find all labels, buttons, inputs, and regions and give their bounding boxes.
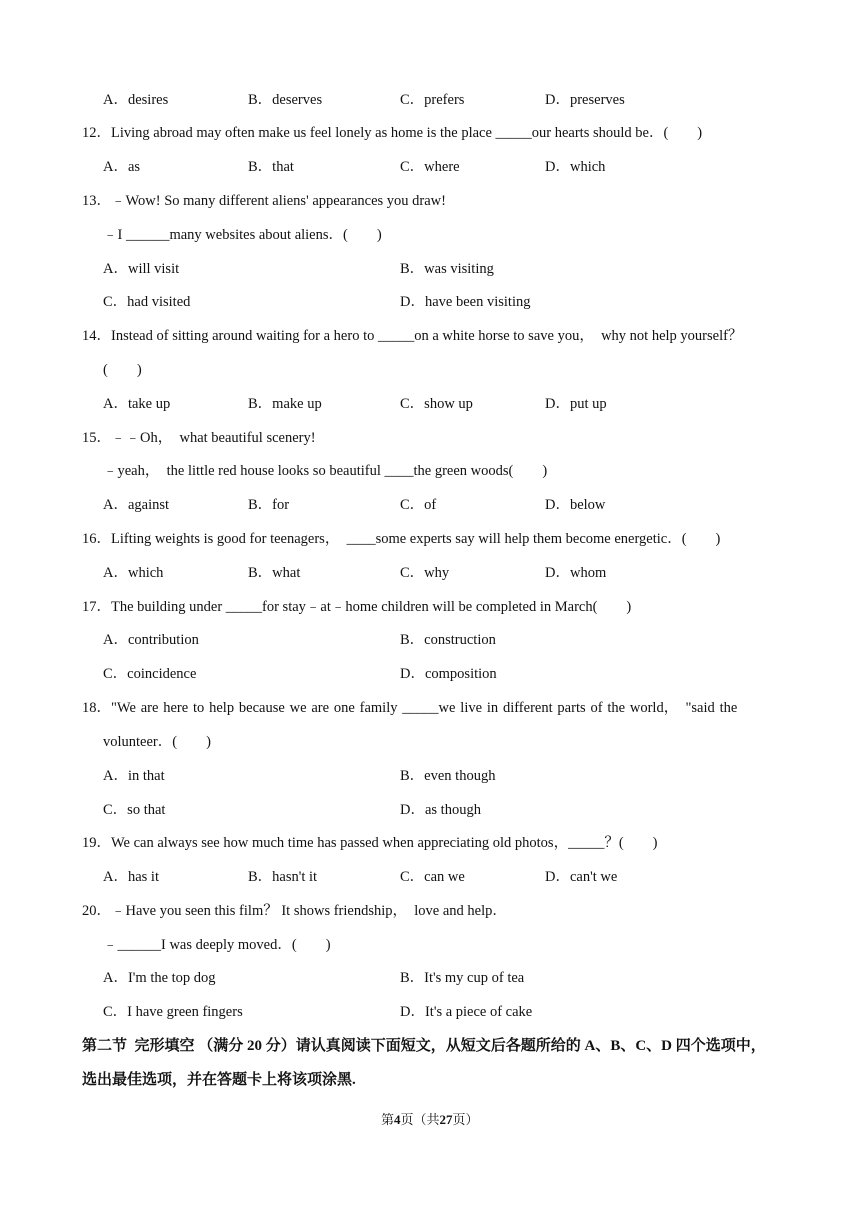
footer-prefix: 第 <box>381 1112 395 1127</box>
q16-option-c: C．why <box>400 565 450 581</box>
q18-option-b: B．even though <box>400 768 496 784</box>
q12-option-b: B．that <box>248 159 294 175</box>
q18-option-d: D．as though <box>400 802 481 818</box>
q14-option-c: C．show up <box>400 396 473 412</box>
q19-option-c: C．can we <box>400 869 465 885</box>
q15-option-a: A．against <box>103 497 170 513</box>
q16-option-a: A．which <box>103 565 164 581</box>
q11-option-b: B．deserves <box>248 92 323 108</box>
q12-option-c: C．where <box>400 159 460 175</box>
q14-stem-line2: ( ) <box>103 362 142 378</box>
q20-option-a: A．I'm the top dog <box>103 970 216 986</box>
q15-stem-line1: 15．﹣﹣Oh， what beautiful scenery! <box>82 430 316 446</box>
q19-option-a: A．has it <box>103 869 159 885</box>
q14-option-b: B．make up <box>248 396 322 412</box>
q12-stem: 12．Living abroad may often make us feel lonely as home is the place _____our hearts should be．( ) <box>82 125 703 141</box>
q16-stem: 16．Lifting weights is good for teenagers， ____some experts say will help them become energetic．( ) <box>82 531 721 547</box>
q11-option-c: C．prefers <box>400 92 465 108</box>
q15-option-d: D．below <box>545 497 606 513</box>
q13-option-a: A．will visit <box>103 261 180 277</box>
q19-option-d: D．can't we <box>545 869 618 885</box>
q16-option-b: B．what <box>248 565 301 581</box>
q13-option-c: C．had visited <box>103 294 191 310</box>
q14-stem-line1: 14．Instead of sitting around waiting for a hero to _____on a white horse to save you， why not help yourself？ <box>82 328 743 344</box>
q13-stem-line1: 13．﹣Wow! So many different aliens' appearances you draw! <box>82 193 446 209</box>
footer-middle: 页（共 <box>400 1112 440 1127</box>
q12-option-d: D．which <box>545 159 606 175</box>
q13-option-d: D．have been visiting <box>400 294 531 310</box>
q13-stem-line2: ﹣I ______many websites about aliens．( ) <box>103 227 382 243</box>
q17-option-c: C．coincidence <box>103 666 197 682</box>
q17-option-b: B．construction <box>400 632 496 648</box>
q17-stem: 17．The building under _____for stay﹣at﹣home children will be completed in March( ) <box>82 599 632 615</box>
q20-stem-line2: ﹣______I was deeply moved．( ) <box>103 937 331 953</box>
q20-option-d: D．It's a piece of cake <box>400 1004 533 1020</box>
q20-stem-line1: 20．﹣Have you seen this film？ It shows friendship， love and help． <box>82 903 507 919</box>
q20-option-c: C．I have green fingers <box>103 1004 243 1020</box>
q11-option-d: D．preserves <box>545 92 625 108</box>
footer-total-pages: 27 <box>439 1112 453 1127</box>
q19-option-b: B．hasn't it <box>248 869 318 885</box>
q17-option-a: A．contribution <box>103 632 199 648</box>
q18-option-a: A．in that <box>103 768 165 784</box>
q18-stem-line1: 18．"We are here to help because we are one family _____we live in different parts of the world， "said the <box>82 700 738 716</box>
page-footer <box>381 1112 479 1128</box>
q18-stem-line2: volunteer．( ) <box>103 734 211 750</box>
q11-option-a: A．desires <box>103 92 169 108</box>
q15-option-c: C．of <box>400 497 437 513</box>
footer-suffix: 页） <box>452 1112 479 1127</box>
footer-page-number: 4 <box>394 1112 401 1127</box>
q13-option-b: B．was visiting <box>400 261 494 277</box>
q16-option-d: D．whom <box>545 565 607 581</box>
q20-option-b: B．It's my cup of tea <box>400 970 525 986</box>
q14-option-a: A．take up <box>103 396 171 412</box>
section-heading-line2: 选出最佳选项，并在答题卡上将该项涂黑. <box>82 1072 356 1088</box>
q17-option-d: D．composition <box>400 666 497 682</box>
section-heading-line1: 第二节 完形填空 （满分 20 分）请认真阅读下面短文，从短文后各题所给的 A、B、C、D 四个选项中， <box>82 1038 766 1054</box>
q18-option-c: C．so that <box>103 802 166 818</box>
q14-option-d: D．put up <box>545 396 607 412</box>
q15-option-b: B．for <box>248 497 290 513</box>
q15-stem-line2: ﹣yeah， the little red house looks so beautiful ____the green woods( ) <box>103 463 548 479</box>
q19-stem: 19．We can always see how much time has passed when appreciating old photos，_____？( ) <box>82 835 658 851</box>
q12-option-a: A．as <box>103 159 141 175</box>
